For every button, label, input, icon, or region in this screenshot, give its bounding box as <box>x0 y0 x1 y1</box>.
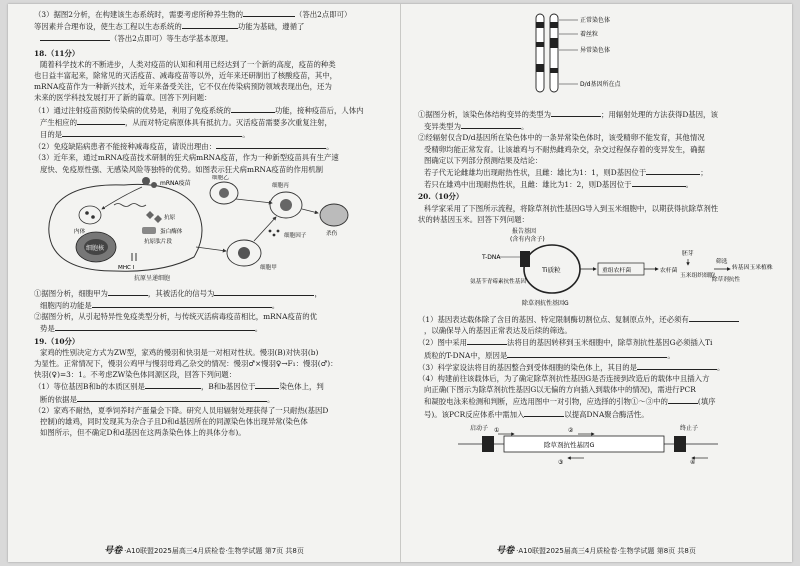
q19-head: 19.（10分） <box>34 336 80 346</box>
q18-1-text: 目的是 <box>40 130 63 140</box>
q18-3-1-text: ①据图分析，细胞甲为 <box>34 288 108 298</box>
q19-1-text: 断的依据是 <box>40 394 77 404</box>
q18-3-1 <box>34 287 392 299</box>
q20-2-text: 。 <box>667 350 675 360</box>
answer-blank[interactable] <box>461 120 521 129</box>
page-footer <box>8 543 400 556</box>
q19-2-2-d <box>418 178 784 190</box>
selective-gene-label: 氨基苄青霉素抗性基因 <box>470 279 526 286</box>
q18-head: 18.（11分） <box>34 48 80 58</box>
page-footer <box>400 543 792 556</box>
q19-2-1-line2 <box>418 120 784 132</box>
q18-3-1-text: ，其被活化的信号为 <box>147 288 215 298</box>
q18-3-1-text: ， <box>314 288 322 298</box>
q20-intro-1: 科学家采用了下图所示流程，将除草剂抗性基因G导入到玉米细胞中，以期获得抗除草剂性 <box>424 203 719 213</box>
gene-g-label: 除草剂抗性基因G <box>522 300 569 308</box>
transformation-figure <box>418 225 784 313</box>
q19-2-2-line1: ②经辐射仅含D/d基因所在染色体中的一条异常染色体时，该受精卵不能发育，其他情况 <box>418 133 705 143</box>
primer-3: ③ <box>558 458 564 466</box>
vaccine-particle <box>85 211 89 215</box>
q20-head: 20.（10分） <box>418 192 464 202</box>
target-cell-shape <box>320 204 348 226</box>
q19-1-text: （1）等位基因B和b的本质区别是 <box>34 382 145 392</box>
q20-1-text: （1）基因表达载体除了含目的基因、特定限制酶切割位点、复制原点外，还必须有 <box>418 315 689 325</box>
q18-3-1-line2 <box>34 299 392 311</box>
q20-2 <box>418 336 784 348</box>
answer-blank[interactable] <box>216 140 326 149</box>
q17-3-text: （答出2点即可）等生态学基本原理。 <box>110 34 233 44</box>
kill-label: 杀伤 <box>326 230 338 237</box>
band <box>550 68 558 73</box>
brand-logo: 号卷 <box>496 546 515 556</box>
protease-label: 蛋白酶体 <box>160 228 183 235</box>
mrna-particle <box>151 182 157 188</box>
q18-3-line1: （3）近年来，通过mRNA疫苗技术研制的狂犬病mRNA疫苗，作为一种新型疫苗具有生产速 <box>34 153 339 163</box>
corn-label: 玉米组织细胞 <box>680 273 715 280</box>
agro-label: 农杆菌 <box>660 268 678 275</box>
q20-2-text: （2）图中采用 <box>418 338 468 348</box>
centromere <box>536 42 544 47</box>
q18-3-2-line2 <box>34 322 392 334</box>
q19-2-2-line3: 图确定以下列部分预测结果及结论： <box>424 155 543 165</box>
answer-blank[interactable] <box>551 108 601 117</box>
q19-intro-3: 快羽(♀)=3：1。不考虑ZW染色体同源区段，回答下列问题： <box>34 370 237 380</box>
q18-1-text: 产生相应的 <box>40 117 77 127</box>
seed-label: 转基因玉米植株 <box>732 265 773 272</box>
answer-blank[interactable] <box>182 20 238 29</box>
transformation-diagram <box>418 225 778 313</box>
answer-blank[interactable] <box>632 178 686 187</box>
primer-2: ② <box>568 426 574 434</box>
q18-3-2-text: 。 <box>254 324 263 334</box>
q19-2-2-text: 若子代无论雌雄均出现耐热性状，且雌：雄比为1：1，则D基因位于 <box>424 168 647 178</box>
q19-2-2-c <box>418 166 784 178</box>
band <box>550 38 558 48</box>
q18-1-text: ，从而对特定病原体具有抵抗力。灭活疫苗需要多次重复注射， <box>124 117 332 127</box>
arrow <box>102 187 142 209</box>
q18-3-2: ②据图分析，从引起特异性免疫类型分析，与传统灭活病毒疫苗相比，mRNA疫苗的优 <box>34 312 318 322</box>
q18-intro-1: 随着科学技术的不断进步，人类对疫苗的认知和利用已经达到了一个新的高度，疫苗的种类 <box>40 59 336 69</box>
q20-2-text: 法将目的基因转移到玉米细胞中，除草剂抗性基因G必须插入Ti <box>507 338 713 348</box>
mrna-label: mRNA疫苗 <box>160 179 191 187</box>
answer-blank[interactable] <box>524 408 564 417</box>
q19-1-text: ，B和b基因位于 <box>200 382 256 392</box>
primer-4: ④ <box>690 458 696 466</box>
arrow <box>236 199 272 203</box>
q19-1-text: 。 <box>266 394 275 404</box>
q20-4-line3 <box>418 395 784 407</box>
endosome-label: 内体 <box>74 228 86 235</box>
answer-blank[interactable] <box>92 299 272 308</box>
answer-blank[interactable] <box>255 380 279 389</box>
marker-label: 报告基因 <box>512 228 537 236</box>
endosome-shape <box>79 206 101 224</box>
brand-logo: 号卷 <box>104 546 123 556</box>
band <box>536 64 544 72</box>
q20-2-line2 <box>418 349 784 361</box>
vaccine-particle <box>91 215 95 219</box>
answer-blank[interactable] <box>507 349 667 358</box>
q20-4-text: (填序 <box>697 397 716 407</box>
q18-1-text: 。 <box>242 130 250 140</box>
q19-1-line2 <box>34 393 392 405</box>
cell-a-label: 细胞甲 <box>260 264 277 271</box>
answer-blank[interactable] <box>62 128 242 137</box>
q20-4-text: 和凝胶电泳来检测和判断，应选用图中一对引物，应选择的引物①～③中的 <box>424 397 668 407</box>
q17-3-text: 等因素并合理布设，使生态工程以生态系统的 <box>34 22 182 32</box>
answer-blank[interactable] <box>55 322 255 331</box>
tdna-segment <box>520 251 530 267</box>
mrna-vaccine-diagram <box>34 175 392 277</box>
q19-1-text: 染色体上，判 <box>279 382 324 392</box>
q17-3-line3 <box>34 32 392 44</box>
q17-3-hint: （答出2点即可） <box>294 10 352 19</box>
factor-label: 细胞因子 <box>284 232 307 239</box>
q20-4-line4 <box>418 408 784 420</box>
q19-2-1-text: 变异类型为 <box>424 122 461 132</box>
q17-3-text: （3）据图2分析，在构建该生态系统时，需要考虑所种养生物的 <box>34 10 243 19</box>
q20-intro-2: 状的转基因玉米。回答下列问题： <box>418 214 529 224</box>
q19-intro-1: 家鸡的性别决定方式为ZW型，家鸡的慢羽和快羽是一对相对性状。慢羽(B)对快羽(b) <box>40 347 319 357</box>
screen-label: 筛选 <box>716 259 728 266</box>
fragment-label: 抗原肽片段 <box>144 238 172 245</box>
nucleus-label: 细胞核 <box>86 244 105 252</box>
herbicide-label: 除草剂抗性 <box>712 277 740 284</box>
centromere-label: 着丝粒 <box>580 31 599 38</box>
answer-blank[interactable] <box>77 393 267 402</box>
answer-blank[interactable] <box>40 32 110 41</box>
q20-4-line1: （4）构建前往该载体后，为了确定除草剂抗性基因G是否连接到改造后的载体中且插入方 <box>418 374 710 384</box>
footer-text: ·A10联盟2025届高三4月质检卷·生物学试题 第7页 共8页 <box>124 547 304 555</box>
answer-blank[interactable] <box>467 336 507 345</box>
q19-2-1-text: 。 <box>520 122 529 132</box>
chromosome-diagram <box>418 8 778 108</box>
arrow <box>302 209 318 213</box>
answer-blank[interactable] <box>214 287 314 296</box>
answer-blank[interactable] <box>668 395 698 404</box>
terminator-block <box>674 436 686 452</box>
band <box>550 22 558 28</box>
q18-2-text: （2）免疫缺陷病患者不能接种减毒疫苗，请说出理由： <box>34 142 217 152</box>
q18-1-text: （1）通过注射疫苗预防传染病的优势是，利用了免疫系统的 <box>34 105 231 115</box>
mrna-vaccine-figure <box>34 175 392 281</box>
q18-1-line2 <box>34 116 392 128</box>
q19-intro-2: 为显性。正常情况下，慢羽公鸡甲与慢羽母鸡乙杂交的情况：慢羽♂×慢羽♀→F₁：慢羽(♂)： <box>34 359 338 369</box>
mrna-particle <box>142 177 150 185</box>
q18-1-line3 <box>34 128 392 140</box>
q20-1 <box>418 313 784 325</box>
q18-2 <box>34 140 392 152</box>
answer-blank[interactable] <box>77 116 125 125</box>
promoter-block <box>482 436 494 452</box>
antigen-label: 抗原 <box>164 214 176 221</box>
q19-2-2-text: ； <box>700 168 708 178</box>
apc-caption: 抗原呈递细胞 <box>134 274 171 282</box>
q20-2-text: 质粒的T-DNA中，原因是 <box>424 350 508 360</box>
answer-blank[interactable] <box>689 313 739 322</box>
q19-2-2-text: 。 <box>685 180 693 190</box>
q17-3 <box>34 8 392 20</box>
cell-a-nucleus <box>238 247 250 259</box>
q19-2-line1: （2）家鸡不耐热，夏季饲养时产蛋量会下降。研究人员用辐射处理获得了一只耐热(基因D <box>34 405 329 415</box>
gene-point-label: D/d基因所在点 <box>580 81 621 88</box>
footer-text: ·A10联盟2025届高三4月质检卷·生物学试题 第8页 共8页 <box>516 547 696 555</box>
answer-blank[interactable] <box>646 166 700 175</box>
cell-b-label: 细胞乙 <box>212 174 229 181</box>
normal-label: 正常染色体 <box>580 17 611 24</box>
page-7 <box>8 4 400 562</box>
q18-1-text: 功能，接种疫苗后，人体内 <box>274 105 364 115</box>
q18-2-text: 。 <box>326 142 334 152</box>
q17-3-text: 功能为基础，遵循了 <box>237 22 305 32</box>
q20-4-line2: 向正确(下图示为除草剂抗性基因G以无偏的方向插入到载体中的情况)，需进行PCR <box>424 385 696 395</box>
q19-2-1 <box>418 108 784 120</box>
tdna-label: T-DNA <box>482 254 501 262</box>
arrow <box>254 217 276 241</box>
arrow <box>196 247 226 251</box>
q19-2-line3: 如图所示，但不确定D和d基因在这两条染色体上的具体分布)。 <box>40 428 246 438</box>
mrna-strand <box>114 203 146 206</box>
marker-note: (含有内含子) <box>510 236 545 244</box>
cells-label: 胚芽 <box>682 251 694 258</box>
q19-2-2-text: 若只在雄鸡中出现耐热性状，且雌：雄比为1：2，则D基因位于 <box>424 180 632 190</box>
gene-label: 除草剂抗性基因G <box>544 440 595 449</box>
answer-blank[interactable] <box>108 287 148 296</box>
construct-diagram <box>418 420 778 468</box>
q18-intro-2: 也日益丰富起来，除常见的灭活疫苗、减毒疫苗等以外，近年来还研制出了核酸疫苗，其中， <box>34 71 338 81</box>
q18-intro-3: mRNA疫苗作为一种新兴技术，近年来备受关注，它不仅在传染病预防领域表现出色，还为 <box>34 82 332 92</box>
ti-label: Ti质粒 <box>542 266 561 275</box>
cell-c-nucleus <box>280 199 292 211</box>
q18-3-2-text: 势是 <box>40 324 55 334</box>
mhc-molecule <box>132 253 136 261</box>
cell-c-label: 细胞丙 <box>272 182 289 189</box>
answer-blank[interactable] <box>231 104 275 113</box>
q17-3-line2 <box>34 20 392 32</box>
q19-1 <box>34 380 392 392</box>
q18-3-line2: 度快、免疫原性强、无感染风险等独特的优势。如图表示狂犬病mRNA疫苗的作用机制 <box>40 164 324 174</box>
promoter-label: 启动子 <box>470 424 489 432</box>
q20-4-text: 以提高DNA聚合酶活性。 <box>564 409 649 419</box>
band <box>536 22 544 28</box>
step-label: 重组农杆菌 <box>602 268 631 275</box>
chromosome-figure <box>418 8 784 108</box>
page-8 <box>400 4 792 562</box>
exam-sheet <box>8 4 792 562</box>
factor-dot <box>269 229 272 232</box>
q19-2-2-line2: 受精卵均能正常发育。让该雄鸡与不耐热雌鸡杂交，杂交过程保存着的变异发生，确据 <box>424 144 705 154</box>
q19-2-line2: 控制)的雄鸡，同时发现其为杂合子且D和d基因所在的同源染色体出现异常(染色体 <box>40 417 308 427</box>
factor-dot <box>277 229 280 232</box>
answer-blank[interactable] <box>243 8 295 17</box>
q20-3 <box>418 361 784 373</box>
answer-blank[interactable] <box>145 380 201 389</box>
terminator-label: 终止子 <box>680 424 699 432</box>
factor-dot <box>273 233 276 236</box>
protease-shape <box>142 227 156 234</box>
primer-1: ① <box>494 426 500 434</box>
q18-3-1-text: 。 <box>271 301 280 311</box>
q19-2-1-text: ①据图分析，该染色体结构变异的类型为 <box>418 110 552 119</box>
q18-intro-4: 未来的医学科技发展打开了新的篇章。回答下列问题： <box>34 93 212 103</box>
mhc-label: MHC I <box>118 264 135 271</box>
answer-blank[interactable] <box>637 361 717 370</box>
q20-3-text: 。 <box>717 362 725 372</box>
q18-3-1-text: 细胞丙的功能是 <box>40 301 92 311</box>
apc-cell-outline <box>49 184 202 271</box>
antigen-shape <box>146 211 162 223</box>
q18-1 <box>34 104 392 116</box>
abnormal-label: 异常染色体 <box>580 47 611 54</box>
construct-figure <box>418 420 784 468</box>
q20-4-text: 号)。该PCR反应体系中需加入 <box>424 409 525 419</box>
cell-b-nucleus <box>219 188 229 198</box>
q20-1-line2: ，以确保导入的基因正常表达及后续的筛选。 <box>424 326 572 336</box>
q20-3-text: （3）科学家设法将目的基因整合到受体细胞的染色体上，其目的是 <box>418 362 638 372</box>
q19-2-1-text: ；用辐射处理的方法获得D基因，该 <box>601 110 718 119</box>
